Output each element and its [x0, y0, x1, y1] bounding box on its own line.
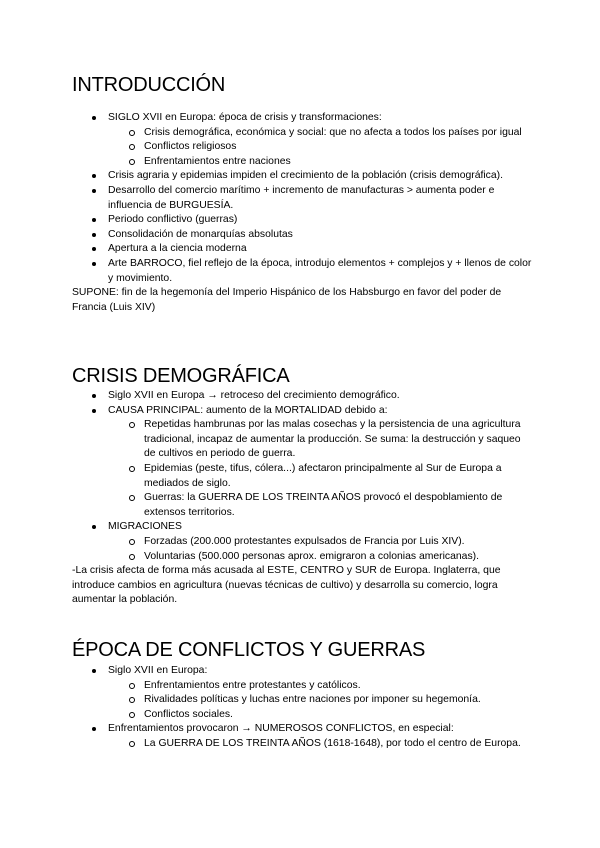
- list-item: Siglo XVII en Europa: Enfrentamientos entre protestantes y católicos. Rivalidades políticas y luchas entre naciones por imponer su hegemonía. Conflictos sociales.: [72, 664, 532, 722]
- sub-list-item: La GUERRA DE LOS TREINTA AÑOS (1618-1648), por todo el centro de Europa.: [72, 737, 532, 752]
- sub-list-item: Conflictos sociales.: [72, 708, 532, 723]
- list-item: Enfrentamientos provocaron → NUMEROSOS CONFLICTOS, en especial: La GUERRA DE LOS TREINTA AÑOS (1618-1648), por todo el centro de Europa.: [72, 722, 532, 751]
- section-body-crisis-demografica: [72, 389, 532, 608]
- section-heading-epoca-de-conflictos: ÉPOCA DE CONFLICTOS Y GUERRAS: [72, 639, 426, 661]
- bullet-list: [72, 664, 532, 752]
- sub-bullet-list: [108, 418, 532, 520]
- sub-bullet-list: [108, 535, 532, 564]
- section-heading-crisis-demografica: CRISIS DEMOGRÁFICA: [72, 365, 290, 387]
- sub-bullet-list: [108, 126, 532, 170]
- sub-bullet-list: [108, 679, 532, 723]
- list-item: Periodo conflictivo (guerras): [72, 213, 532, 228]
- list-item: Desarrollo del comercio marítimo + incremento de manufacturas > aumenta poder e influencia de BURGUESÍA.: [72, 184, 532, 213]
- section-body-epoca-de-conflictos: [72, 664, 532, 752]
- list-item: Consolidación de monarquías absolutas: [72, 228, 532, 243]
- list-item: MIGRACIONES Forzadas (200.000 protestantes expulsados de Francia por Luis XIV). Voluntarias (500.000 personas aprox. emigraron a colonias americanas).: [72, 520, 532, 564]
- bullet-list: [72, 111, 532, 286]
- sub-list-item: Voluntarias (500.000 personas aprox. emigraron a colonias americanas).: [72, 550, 532, 565]
- sub-list-item: Enfrentamientos entre naciones: [72, 155, 532, 170]
- sub-list-item: Rivalidades políticas y luchas entre naciones por imponer su hegemonía.: [72, 693, 532, 708]
- list-item: CAUSA PRINCIPAL: aumento de la MORTALIDAD debido a: Repetidas hambrunas por las malas cosechas y la persistencia de una agricultura tradicional, incapaz de aumentar la producción. Se suma: la destrucción y saqueo de cultivos en periodo de guerra. Epidemias (peste, tifus, cólera...) afectaron principalmente al Sur de Europa a mediados de siglo. Guerras: la GUERRA DE LOS TREINTA AÑOS provocó el despoblamiento de extensos territorios.: [72, 404, 532, 521]
- list-item: Apertura a la ciencia moderna: [72, 242, 532, 257]
- sub-list-item: Forzadas (200.000 protestantes expulsados de Francia por Luis XIV).: [72, 535, 532, 550]
- sub-list-item: Enfrentamientos entre protestantes y católicos.: [72, 679, 532, 694]
- sub-list-item: Epidemias (peste, tifus, cólera...) afectaron principalmente al Sur de Europa a mediados de siglo.: [72, 462, 532, 491]
- sub-list-item: Repetidas hambrunas por las malas cosechas y la persistencia de una agricultura tradicional, incapaz de aumentar la producción. Se suma: la destrucción y saqueo de cultivos en periodo de guerra.: [72, 418, 532, 462]
- list-item: SIGLO XVII en Europa: época de crisis y transformaciones: Crisis demográfica, económica y social: que no afecta a todos los países por igual Conflictos religiosos Enfrentamientos entre naciones: [72, 111, 532, 169]
- sub-list-item: Conflictos religiosos: [72, 140, 532, 155]
- section-note: SUPONE: fin de la hegemonía del Imperio Hispánico de los Habsburgo en favor del poder de Francia (Luis XIV): [72, 287, 502, 313]
- list-item: Arte BARROCO, fiel reflejo de la época, introdujo elementos + complejos y + llenos de color y movimiento.: [72, 257, 532, 286]
- sub-bullet-list: [108, 737, 532, 752]
- section-heading-introduccion: INTRODUCCIÓN: [72, 74, 226, 96]
- bullet-list: [72, 389, 532, 564]
- section-note: -La crisis afecta de forma más acusada al ESTE, CENTRO y SUR de Europa. Inglaterra, que introduce cambios en agricultura (nuevas técnicas de cultivo) y desarrolla su comercio, logra aumentar la población.: [72, 565, 501, 606]
- list-item: Crisis agraria y epidemias impiden el crecimiento de la población (crisis demográfica).: [72, 169, 532, 184]
- sub-list-item: Guerras: la GUERRA DE LOS TREINTA AÑOS provocó el despoblamiento de extensos territorios.: [72, 491, 532, 520]
- list-item: Siglo XVII en Europa → retroceso del crecimiento demográfico.: [72, 389, 532, 404]
- sub-list-item: Crisis demográfica, económica y social: que no afecta a todos los países por igual: [72, 126, 532, 141]
- section-body-introduccion: [72, 111, 532, 315]
